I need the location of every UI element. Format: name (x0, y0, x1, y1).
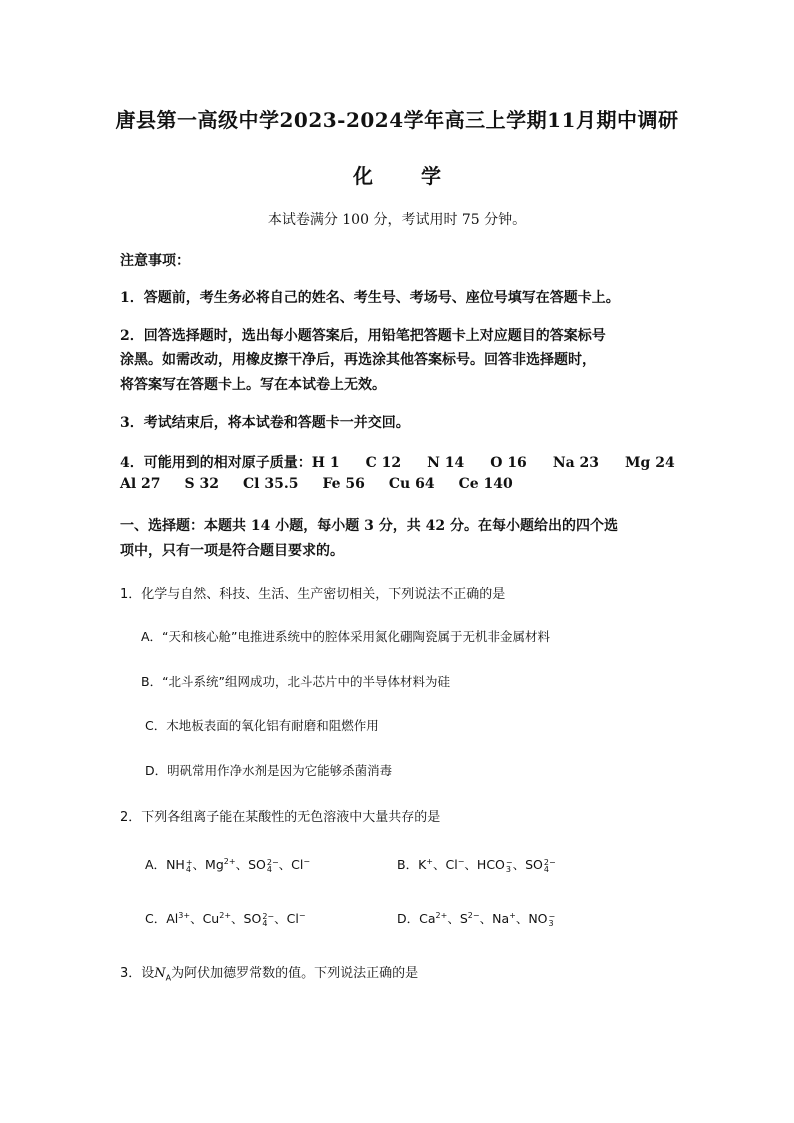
notes-heading: 注意事项： (120, 253, 190, 269)
question-1-option-c: C．木地板表面的氧化铝有耐磨和阻燃作用 (145, 718, 379, 733)
mass-fe: Fe 56 (322, 476, 365, 492)
question-3-stem: 3．设$N_A$为阿伏加德罗常数的值。下列说法正确的是 (120, 966, 419, 983)
section-1-line-2: 项中，只有一项是符合题目要求的。 (120, 543, 344, 559)
note-4-prefix: 4．可能用到的相对原子质量： (120, 455, 312, 471)
note-2-line-2: 涂黑。如需改动，用橡皮擦干净后，再选涂其他答案标号。回答非选择题时， (120, 352, 596, 368)
mass-o: O 16 (490, 455, 527, 471)
question-1-option-d: D．明矾常用作净水剂是因为它能够杀菌消毒 (145, 763, 393, 778)
question-2-option-a: A．NH + 4 、$Mg^{2+}$、SO 2− 4 、Cl− (145, 856, 311, 874)
question-2-stem: 2．下列各组离子能在某酸性的无色溶液中大量共存的是 (120, 810, 441, 825)
subject-char-1: 化 (353, 164, 373, 188)
mass-c: C 12 (365, 455, 402, 471)
subject-heading (0, 160, 794, 189)
question-1-option-a: A．“天和核心舱”电推进系统中的腔体采用氮化硼陶瓷属于无机非金属材料 (141, 629, 551, 644)
note-2-line-3: 将答案写在答题卡上。写在本试卷上无效。 (120, 377, 386, 393)
note-3: 3．考试结束后，将本试卷和答题卡一并交回。 (120, 415, 410, 431)
avogadro-symbol: N (154, 966, 166, 981)
mass-h: H 1 (311, 455, 340, 471)
note-1: 1．答题前，考生务必将自己的姓名、考生号、考场号、座位号填写在答题卡上。 (120, 290, 620, 306)
mass-cl: Cl 35.5 (243, 476, 299, 492)
question-1-stem: 1．化学与自然、科技、生活、生产密切相关，下列说法不正确的是 (120, 587, 506, 602)
mass-s: S 32 (184, 476, 220, 492)
note-2-line-1: 2．回答选择题时，选出每小题答案后，用铅笔把答题卡上对应题目的答案标号 (120, 328, 606, 344)
exam-meta: 本试卷满分 100 分，考试用时 75 分钟。 (267, 212, 527, 228)
section-1-line-1: 一、选择题：本题共 14 小题，每小题 3 分，共 42 分。在每小题给出的四个选 (120, 518, 618, 534)
question-2-option-d: D．$Ca^{2+}$、$S^{2-}$、Na+、NO − 3 (397, 910, 556, 928)
mass-na: Na 23 (552, 455, 600, 471)
exam-title: 唐县第一高级中学2023-2024学年高三上学期11月期中调研 (115, 108, 679, 132)
question-2-option-b: B．K+、Cl−、HCO − 3 、SO 2− 4 (397, 856, 556, 874)
mass-ce: Ce 140 (458, 476, 513, 492)
mass-n: N 14 (427, 455, 465, 471)
mass-al: Al 27 (120, 476, 161, 492)
question-1-option-b: B．“北斗系统”组网成功，北斗芯片中的半导体材料为硅 (141, 674, 451, 689)
note-4-row-1 (120, 452, 695, 472)
mass-mg: Mg 24 (625, 455, 675, 471)
question-2-option-c: C．$Al^{3+}$、$Cu^{2+}$、SO 2− 4 、Cl− (145, 910, 306, 928)
mass-cu: Cu 64 (388, 476, 435, 492)
subject-char-2: 学 (421, 164, 441, 188)
note-4-row-2 (120, 476, 533, 492)
